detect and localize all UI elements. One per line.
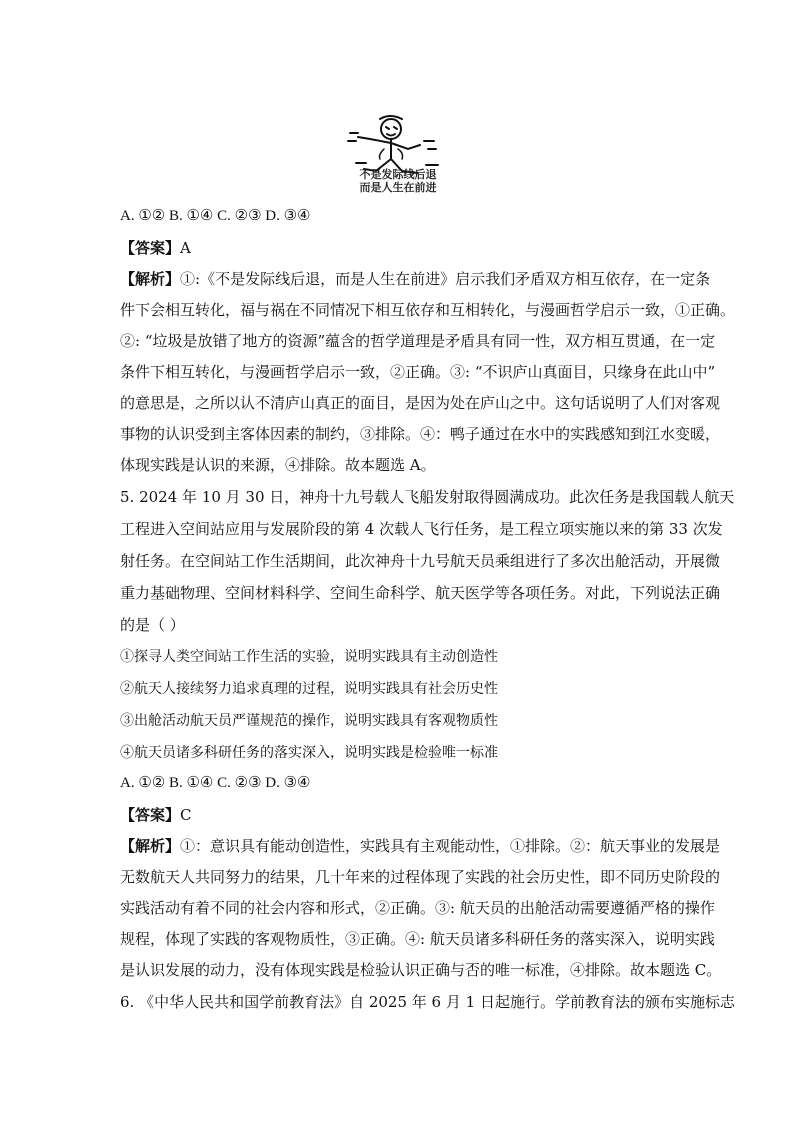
q4-analysis-line: 条件下相互转化，与漫画哲学启示一致，②正确。③: “不识庐山真面目，只缘身在此山中”: [120, 363, 716, 381]
answer-tag: 【答案】: [120, 239, 181, 257]
q5-analysis-line: 规程，体现了实践的客观物质性，③正确。④: 航天员诸多科研任务的落实深入，说明实践: [120, 930, 715, 948]
analysis-tag: 【解析】: [120, 270, 181, 288]
answer-value: C: [180, 806, 192, 824]
q5-choices: A. ①② B. ①④ C. ②③ D. ③④: [120, 775, 311, 791]
q5-option: ④航天员诸多科研任务的落实深入，说明实践是检验唯一标准: [120, 745, 498, 761]
q6-stem-line: 6. 《中华人民共和国学前教育法》自 2025 年 6 月 1 日起施行。学前教育法的颁布实施标志: [120, 993, 735, 1011]
q5-analysis-line: [120, 835, 721, 856]
q5-stem-line: 工程进入空间站应用与发展阶段的第 4 次载人飞行任务，是工程立项实施以来的第 33 次发: [120, 520, 723, 538]
q4-answer: [120, 237, 680, 258]
analysis-text: ①:《不是发际线后退，而是人生在前进》启示我们矛盾双方相互依存，在一定条: [180, 270, 711, 288]
cartoon-caption: [340, 168, 456, 194]
q4-analysis-line: ②: “垃圾是放错了地方的资源”蕴含的哲学道理是矛盾具有同一性，双方相互贯通，在一定: [120, 332, 716, 350]
q5-analysis-line: 无数航天人共同努力的结果，几十年来的过程体现了实践的社会历史性，即不同历史阶段的: [120, 868, 721, 886]
q4-analysis-line: [120, 268, 711, 289]
q4-analysis-line: 的意思是，之所以认不清庐山真正的面目，是因为处在庐山之中。这句话说明了人们对客观: [120, 394, 721, 412]
q4-analysis-line: 体现实践是认识的来源，④排除。故本题选 A。: [120, 456, 436, 474]
q5-option: ③出舱活动航天员严谨规范的操作，说明实践具有客观物质性: [120, 713, 498, 729]
caption-line-1: 不是发际线后退: [359, 168, 437, 181]
q4-analysis-line: 事物的认识受到主客体因素的制约，③排除。④：鸭子通过在水中的实践感知到江水变暖，: [120, 425, 721, 443]
q4-analysis-line: 件下会相互转化，福与祸在不同情况下相互依存和互相转化，与漫画哲学启示一致，①正确。: [120, 301, 736, 319]
q4-choices: A. ①② B. ①④ C. ②③ D. ③④: [120, 208, 311, 224]
answer-value: A: [180, 239, 191, 257]
q5-analysis-line: 是认识发展的动力，没有体现实践是检验认识正确与否的唯一标准，④排除。故本题选 C。: [120, 961, 722, 979]
analysis-tag: 【解析】: [120, 837, 181, 855]
caption-line-2: 而是人生在前进: [359, 181, 437, 194]
analysis-text: ①：意识具有能动创造性，实践具有主观能动性，①排除。②：航天事业的发展是: [180, 837, 721, 855]
q5-stem-line: 5. 2024 年 10 月 30 日，神舟十九号载人飞船发射取得圆满成功。此次任务是我国载人航天: [120, 488, 735, 506]
q5-answer: [120, 804, 680, 825]
q5-option: ②航天人接续努力追求真理的过程，说明实践具有社会历史性: [120, 681, 498, 697]
q5-analysis-line: 实践活动有着不同的社会内容和形式，②正确。③: 航天员的出舱活动需要遵循严格的操作: [120, 899, 715, 917]
answer-tag: 【答案】: [120, 806, 181, 824]
q5-stem-line: 射任务。在空间站工作生活期间，此次神舟十九号航天员乘组进行了多次出舱活动，开展微: [120, 552, 721, 570]
q5-option: ①探寻人类空间站工作生活的实验，说明实践具有主动创造性: [120, 649, 498, 665]
q5-stem-line: 重力基础物理、空间材料科学、空间生命科学、航天医学等各项任务。对此，下列说法正确: [120, 584, 721, 602]
q5-stem-line: 的是（ ）: [120, 616, 185, 634]
